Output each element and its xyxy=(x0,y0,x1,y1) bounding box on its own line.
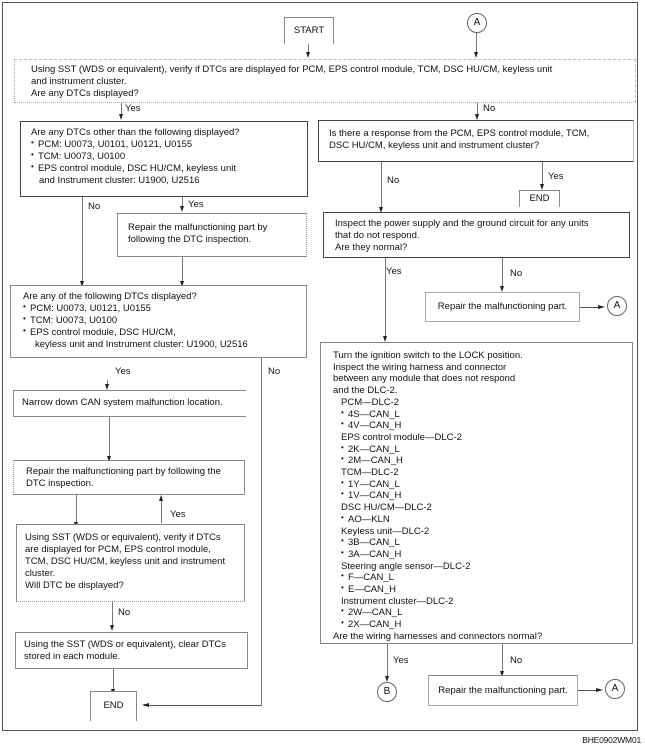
step6-verify-again: Using SST (WDS or equivalent), verify if DTCs are displayed for PCM, EPS control module, TCM, DSC HU/CM, keyless unit and instrument cluster. Will DTC be displayed? xyxy=(16,524,245,602)
arrow-to-end xyxy=(142,703,149,707)
step3-following-dtcs: Are any of the following DTCs displayed? • PCM: U0073, U0121, U0155 • TCM: U0073, U0100 • EPS control module, DSC HU/CM, keyless unit and Instrument cluster: U1900, U2516 xyxy=(10,285,307,358)
end-terminal-top: END xyxy=(519,190,560,207)
start-label: START xyxy=(293,25,325,36)
step1-verify-dtcs: Using SST (WDS or equivalent), verify if DTCs are displayed for PCM, EPS control module, TCM, DSC HU/CM, keyless unit and instrument cluster. Are any DTCs displayed? xyxy=(14,59,636,103)
right3-wiring-inspection: Turn the ignition switch to the LOCK position. Inspect the wiring harness and connector between any module that does not respond and the DLC-2. PCM—DLC-2 • 4S—CAN_L • 4V—CAN_H EPS control module—DLC-2 • 2K—CAN_L • 2M—CAN_H TCM—DLC-2 • 1Y—CAN_L • 1V—CAN_H DSC HU/CM—DLC-2 • AO—KLN Keyless unit—DLC-2 • 3B—CAN_L • 3A—CAN_H Steering angle sensor—DLC-2 • F—CAN_L • E—CAN_H Instrument cluster—DLC-2 • 2W—CAN_L • 2X—CAN_H Are the wiring harnesses and connectors normal? xyxy=(320,342,633,644)
arrow-step1-yes xyxy=(119,114,123,120)
step2-other-dtcs: Are any DTCs other than the following displayed? • PCM: U0073, U0101, U0121, U0155 • TCM: U0073, U0100 • EPS control module, DSC HU/CM, keyless unit and Instrument cluster: U1900, U2516 xyxy=(20,121,308,197)
connector-a-bottom: A xyxy=(605,679,625,699)
label-yes: Yes xyxy=(125,103,141,114)
pin-group-pcm: PCM—DLC-2 • 4S—CAN_L • 4V—CAN_H EPS control module—DLC-2 • 2K—CAN_L • 2M—CAN_H TCM—DLC-2 • 1Y—CAN_L • 1V—CAN_H DSC HU/CM—DLC-2 • AO—KLN Keyless unit—DLC-2 • 3B—CAN_L • 3A—CAN_H Steering angle sensor—DLC-2 • F—CAN_L • E—CAN_H Instrument cluster—DLC-2 • 2W—CAN_L • 2X—CAN_H xyxy=(333,397,620,631)
end-terminal-bottom: END xyxy=(90,691,137,721)
arrow-to-a-1 xyxy=(598,305,605,309)
step4-narrow-down: Narrow down CAN system malfunction location. xyxy=(13,390,246,417)
arrow-step2-yes xyxy=(180,206,184,212)
arrow-to-a-2 xyxy=(596,688,603,692)
step2-repair-dtc: Repair the malfunctioning part by following the DTC inspection. xyxy=(117,213,307,257)
arrow-a-down xyxy=(474,52,478,58)
label-no: No xyxy=(483,103,496,114)
connector-b: B xyxy=(377,682,397,702)
step5-repair-dtc: Repair the malfunctioning part by following the DTC inspection. xyxy=(13,460,245,495)
connector-a-mid: A xyxy=(607,296,627,316)
arrow-start-down xyxy=(306,52,310,58)
connector-a-top: A xyxy=(467,13,487,33)
arrow-step6-no xyxy=(110,625,114,631)
arrow-yes-up xyxy=(159,495,163,501)
repair-part-box-2: Repair the malfunctioning part. xyxy=(428,675,578,706)
step7-clear-dtcs: Using the SST (WDS or equivalent), clear DTCs stored in each module. xyxy=(15,632,248,669)
repair-part-box-1: Repair the malfunctioning part. xyxy=(425,292,580,322)
right2-power-ground: Inspect the power supply and the ground circuit for any units that do not respond. Are they normal? xyxy=(323,212,630,258)
right1-response-check: Is there a response from the PCM, EPS control module, TCM, DSC HU/CM, keyless unit and instrument cluster? xyxy=(318,120,634,162)
figure-code: BHE0902WM01 xyxy=(582,735,641,745)
start-terminal xyxy=(284,17,334,44)
